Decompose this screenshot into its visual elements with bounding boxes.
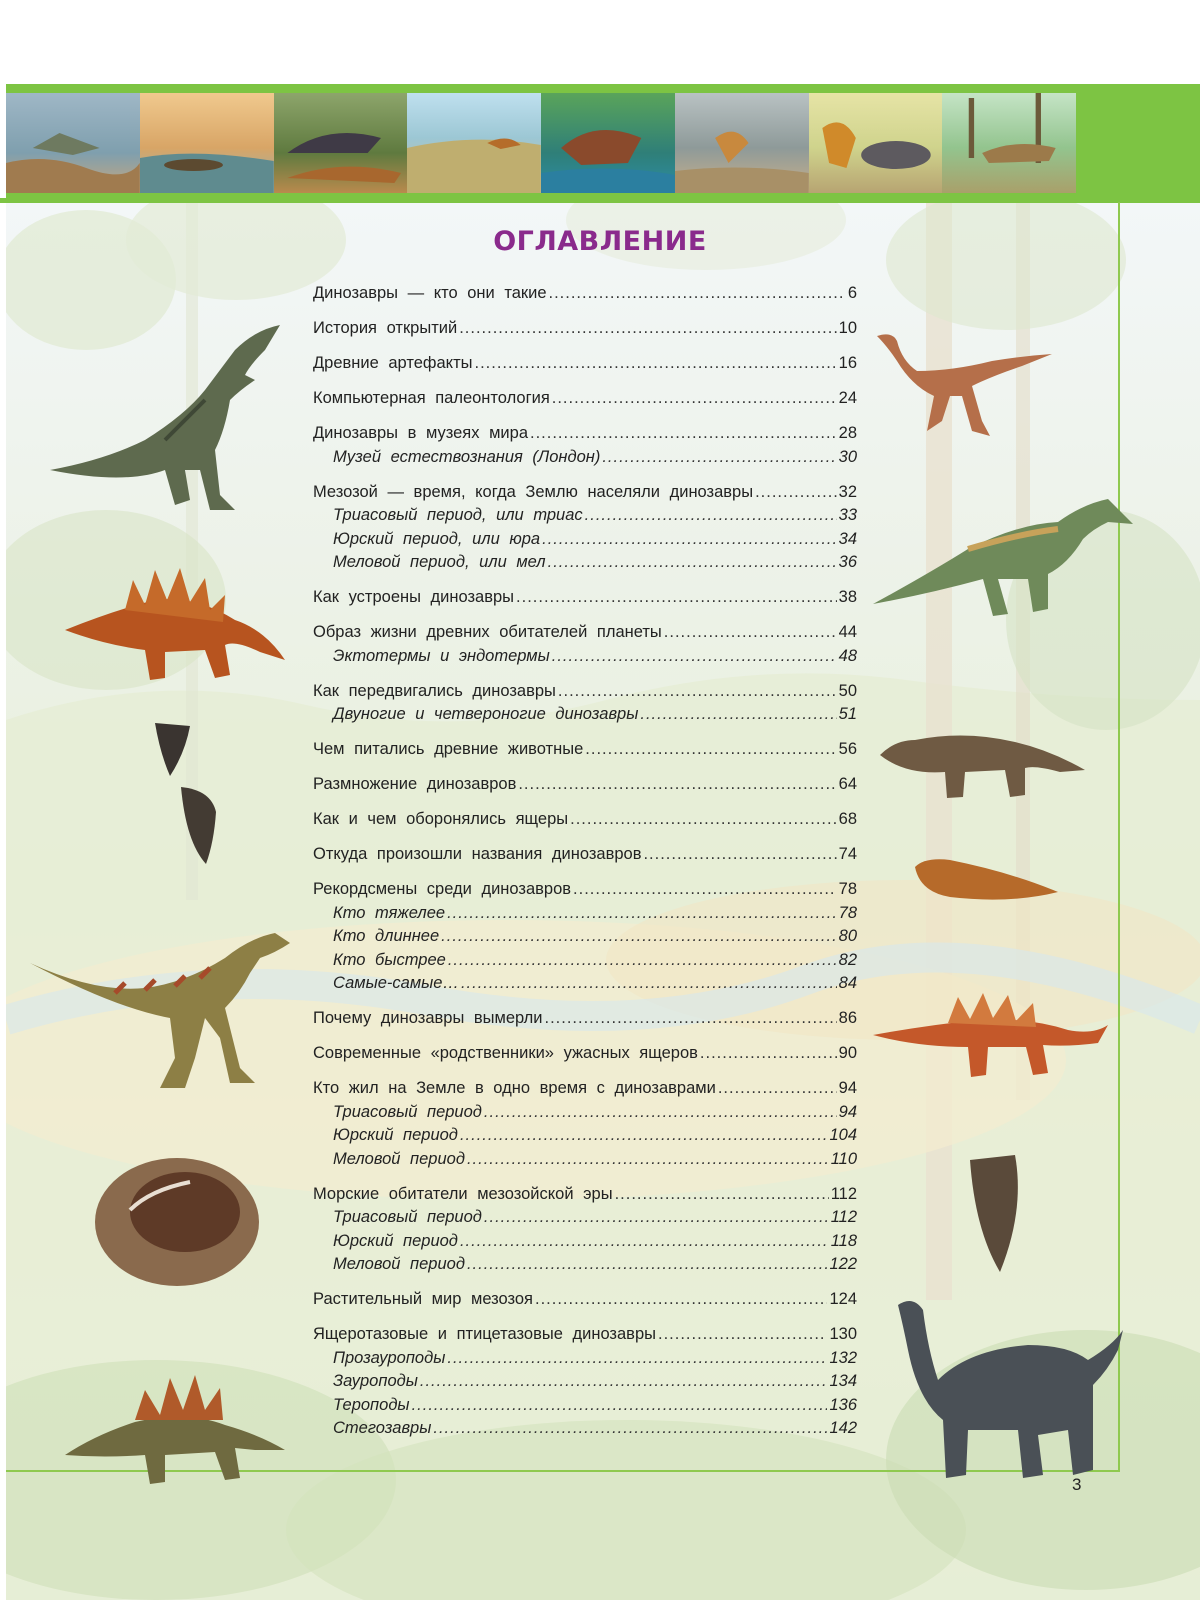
toc-entry-title: История открытий <box>313 319 458 337</box>
toc-leader-dots <box>412 1394 828 1418</box>
toc-leader-dots <box>658 1323 827 1347</box>
toc-leader-dots <box>441 925 836 949</box>
fossil-tooth-2 <box>176 782 221 867</box>
toc-subentry[interactable] <box>313 645 857 669</box>
toc-entry[interactable] <box>313 621 857 645</box>
toc-entry[interactable] <box>313 586 857 610</box>
toc-entry-title: Музей естествознания (Лондон) <box>333 447 601 466</box>
toc-entry-page: 110 <box>830 1149 857 1168</box>
kentrosaurus-illustration <box>868 985 1113 1080</box>
frieze-panel-4 <box>407 93 541 193</box>
toc-leader-dots <box>518 773 836 797</box>
toc-entry-page: 6 <box>847 284 857 302</box>
toc-entry-title: Современные «родственники» ужасных ящеров <box>313 1044 698 1062</box>
toc-subentry[interactable] <box>313 1347 857 1371</box>
toc-entry-title: Откуда произошли названия динозавров <box>313 845 642 863</box>
frame-right-line <box>1118 202 1120 1472</box>
toc-leader-dots <box>420 1370 828 1394</box>
toc-entry-page: 132 <box>829 1348 857 1367</box>
toc-leader-dots <box>460 1124 828 1148</box>
frieze-panel-6 <box>675 93 809 193</box>
fossil-tooth-1 <box>150 718 195 778</box>
toc-subentry[interactable] <box>313 1148 857 1172</box>
toc-entry-page: 38 <box>838 588 857 606</box>
toc-entry-page: 48 <box>838 646 857 665</box>
toc-leader-dots <box>530 422 837 446</box>
toc-leader-dots <box>570 808 837 832</box>
toc-leader-dots <box>545 1007 837 1031</box>
toc-leader-dots <box>484 1101 837 1125</box>
toc-subentry[interactable] <box>313 1101 857 1125</box>
toc-entry-page: 16 <box>838 354 857 372</box>
toc-subentry[interactable] <box>313 1417 857 1441</box>
toc-leader-dots <box>467 1253 828 1277</box>
toc-entry-title: Динозавры в музеях мира <box>313 424 528 442</box>
page-number: 3 <box>1072 1475 1082 1494</box>
toc-entry-title: Почему динозавры вымерли <box>313 1009 543 1027</box>
toc-entry-title: Мезозой — время, когда Землю населяли динозавры <box>313 482 754 501</box>
toc-entry-title: Самые-самые… <box>333 974 459 992</box>
toc-leader-dots <box>700 1042 837 1066</box>
toc-entry[interactable] <box>313 1183 857 1207</box>
toc-entry-title: Прозауроподы <box>333 1348 446 1367</box>
toc-leader-dots <box>467 1148 829 1172</box>
toc-leader-dots <box>718 1077 837 1101</box>
toc-entry-title: Морские обитатели мезозойской эры <box>313 1184 613 1203</box>
toc-subentry[interactable] <box>313 1230 857 1254</box>
toc-subentry[interactable] <box>313 1124 857 1148</box>
toc-leader-dots <box>664 621 837 645</box>
toc-entry-page: 24 <box>838 389 857 407</box>
toc-leader-dots <box>548 551 837 575</box>
toc-entry-page: 130 <box>829 1325 857 1343</box>
spinosaurus-illustration <box>45 320 285 520</box>
stegosaurus-orange-illustration <box>55 560 290 690</box>
toc-entry-page: 36 <box>838 553 857 571</box>
toc-entry[interactable] <box>313 878 857 902</box>
toc-entry-page: 82 <box>838 950 857 969</box>
toc-subentry[interactable] <box>313 551 857 575</box>
toc-leader-dots <box>448 949 837 973</box>
toc-leader-dots <box>542 528 837 552</box>
toc-entry-title: Меловой период <box>333 1255 465 1273</box>
toc-subentry[interactable] <box>313 949 857 973</box>
toc-entry-page: 78 <box>838 903 857 922</box>
toc-entry[interactable] <box>313 481 857 505</box>
fossil-tooth-3 <box>960 1150 1030 1275</box>
toc-entry-page: 44 <box>838 623 857 641</box>
toc-entry-title: Юрский период <box>333 1126 458 1144</box>
toc-entry-page: 104 <box>829 1126 857 1144</box>
toc-leader-dots <box>459 317 836 341</box>
apatosaurus-illustration <box>868 1290 1128 1490</box>
toc-entry[interactable] <box>313 680 857 704</box>
toc-entry-page: 80 <box>838 927 857 945</box>
toc-entry-page: 112 <box>830 1184 857 1203</box>
toc-entry-page: 94 <box>838 1102 857 1121</box>
toc-subentry[interactable] <box>313 1253 857 1277</box>
toc-entry-title: Образ жизни древних обитателей планеты <box>313 623 662 641</box>
toc-entry-title: Двуногие и четвероногие динозавры <box>333 705 639 723</box>
toc-entry[interactable] <box>313 1323 857 1347</box>
toc-subentry[interactable] <box>313 1370 857 1394</box>
toc-entry-title: Меловой период <box>333 1149 465 1168</box>
toc-leader-dots <box>447 1347 827 1371</box>
frieze-panel-3 <box>274 93 408 193</box>
toc-entry-page: 86 <box>838 1009 857 1027</box>
toc-entry[interactable] <box>313 282 857 306</box>
toc-leader-dots <box>558 680 837 704</box>
toc-subentry[interactable] <box>313 1206 857 1230</box>
toc-leader-dots <box>484 1206 829 1230</box>
toc-entry[interactable] <box>313 1007 857 1031</box>
parasaurolophus-illustration <box>868 494 1138 624</box>
toc-leader-dots <box>552 387 837 411</box>
toc-entry-page: 34 <box>838 529 857 548</box>
toc-leader-dots <box>460 1230 829 1254</box>
toc-leader-dots <box>643 843 836 867</box>
toc-entry-page: 142 <box>829 1419 857 1437</box>
toc-entry-title: Динозавры — кто они такие <box>313 284 547 302</box>
toc-subentry[interactable] <box>313 925 857 949</box>
toc-entry-page: 122 <box>829 1255 857 1273</box>
toc-entry[interactable] <box>313 1042 857 1066</box>
toc-title: ОГЛАВЛЕНИЕ <box>493 226 707 257</box>
toc-subentry[interactable] <box>313 972 857 996</box>
toc-entry-page: 118 <box>830 1231 857 1250</box>
toc-entry[interactable] <box>313 1288 857 1312</box>
dilophosaurus-illustration <box>25 918 295 1093</box>
stegosaurus-green-illustration <box>55 1360 290 1490</box>
toc-entry-page: 74 <box>838 845 857 863</box>
toc-entry-page: 32 <box>838 482 857 501</box>
toc-entry[interactable] <box>313 808 857 832</box>
toc-entry-page: 124 <box>829 1290 857 1308</box>
toc-leader-dots <box>640 703 836 727</box>
frieze-panel-2 <box>140 93 274 193</box>
toc-entry-title: Как передвигались динозавры <box>313 681 556 700</box>
toc-entry-page: 64 <box>838 775 857 793</box>
toc-subentry[interactable] <box>313 703 857 727</box>
toc-entry-title: Размножение динозавров <box>313 775 517 793</box>
toc-entry-page: 33 <box>838 506 857 524</box>
toc-entry[interactable] <box>313 843 857 867</box>
toc-subentry[interactable] <box>313 504 857 528</box>
toc-leader-dots <box>573 878 837 902</box>
toc-entry-title: Стегозавры <box>333 1419 432 1437</box>
toc-entry[interactable] <box>313 773 857 797</box>
toc-subentry[interactable] <box>313 1394 857 1418</box>
toc-entry-title: Тероподы <box>333 1395 410 1414</box>
toc-entry-page: 50 <box>838 681 857 700</box>
toc-entry-page: 78 <box>838 880 857 898</box>
toc-leader-dots <box>433 1417 827 1441</box>
toc-subentry[interactable] <box>313 528 857 552</box>
frieze-panel-8 <box>942 93 1076 193</box>
toc-entry-page: 136 <box>829 1395 857 1414</box>
toc-entry-title: Триасовый период <box>333 1102 482 1121</box>
toc-subentry[interactable] <box>313 902 857 926</box>
toc-entry-page: 84 <box>838 974 857 992</box>
frieze-panel-1 <box>6 93 140 193</box>
toc-leader-dots <box>549 282 846 306</box>
toc-entry-title: Триасовый период <box>333 1208 482 1226</box>
toc-entry-page: 30 <box>838 447 857 466</box>
toc-leader-dots <box>535 1288 827 1312</box>
toc-entry[interactable] <box>313 1077 857 1101</box>
toc-entry-title: Юрский период <box>333 1231 458 1250</box>
fossil-claw-illustration <box>910 852 1060 907</box>
toc-leader-dots <box>585 738 836 762</box>
toc-entry-page: 134 <box>829 1372 857 1390</box>
frieze-panel-5 <box>541 93 675 193</box>
table-of-contents <box>313 282 857 1441</box>
toc-entry[interactable] <box>313 387 857 411</box>
toc-entry-title: Триасовый период, или триас <box>333 506 583 524</box>
toc-entry-title: Растительный мир мезозоя <box>313 1290 533 1308</box>
toc-entry-title: Ящеротазовые и птицетазовые динозавры <box>313 1325 656 1343</box>
frieze-panel-7 <box>809 93 943 193</box>
toc-entry-page: 28 <box>838 424 857 442</box>
toc-entry-title: Как и чем оборонялись ящеры <box>313 810 569 828</box>
toc-entry-title: Зауроподы <box>333 1372 418 1390</box>
frieze-bottom-line <box>0 198 1200 203</box>
toc-entry-page: 90 <box>838 1044 857 1062</box>
toc-entry-title: Как устроены динозавры <box>313 588 515 606</box>
toc-entry[interactable] <box>313 317 857 341</box>
toc-entry-page: 51 <box>838 705 857 723</box>
toc-leader-dots <box>461 972 837 996</box>
toc-leader-dots <box>516 586 837 610</box>
toc-entry-title: Древние артефакты <box>313 354 473 372</box>
toc-entry-title: Чем питались древние животные <box>313 740 584 758</box>
toc-leader-dots <box>585 504 837 528</box>
frieze-illustrations <box>6 93 1076 193</box>
toc-entry-page: 112 <box>830 1208 857 1226</box>
toc-entry-page: 10 <box>838 319 857 337</box>
toc-leader-dots <box>602 446 836 470</box>
toc-leader-dots <box>615 1183 829 1207</box>
toc-leader-dots <box>475 352 837 376</box>
toc-entry-title: Кто тяжелее <box>333 903 446 922</box>
toc-entry-title: Кто жил на Земле в одно время с динозаврами <box>313 1079 716 1097</box>
toc-entry[interactable] <box>313 738 857 762</box>
toc-leader-dots <box>447 902 837 926</box>
toc-entry[interactable] <box>313 352 857 376</box>
toc-entry-page: 68 <box>838 810 857 828</box>
toc-leader-dots <box>755 481 837 505</box>
toc-entry-title: Меловой период, или мел <box>333 553 546 571</box>
toc-entry-title: Кто быстрее <box>333 950 446 969</box>
gallimimus-illustration <box>872 326 1057 441</box>
toc-entry-page: 94 <box>838 1079 857 1097</box>
ankylosaur-illustration <box>875 720 1090 800</box>
toc-entry-title: Юрский период, или юра <box>333 529 541 548</box>
toc-entry[interactable] <box>313 422 857 446</box>
toc-subentry[interactable] <box>313 446 857 470</box>
toc-entry-title: Эктотермы и эндотермы <box>333 646 550 665</box>
toc-leader-dots <box>552 645 837 669</box>
toc-entry-title: Кто длиннее <box>333 927 440 945</box>
toc-entry-page: 56 <box>838 740 857 758</box>
toc-entry-title: Рекордсмены среди динозавров <box>313 880 572 898</box>
toc-entry-title: Компьютерная палеонтология <box>313 389 550 407</box>
header-frieze <box>6 84 1200 202</box>
fossil-egg-illustration <box>90 1150 265 1290</box>
